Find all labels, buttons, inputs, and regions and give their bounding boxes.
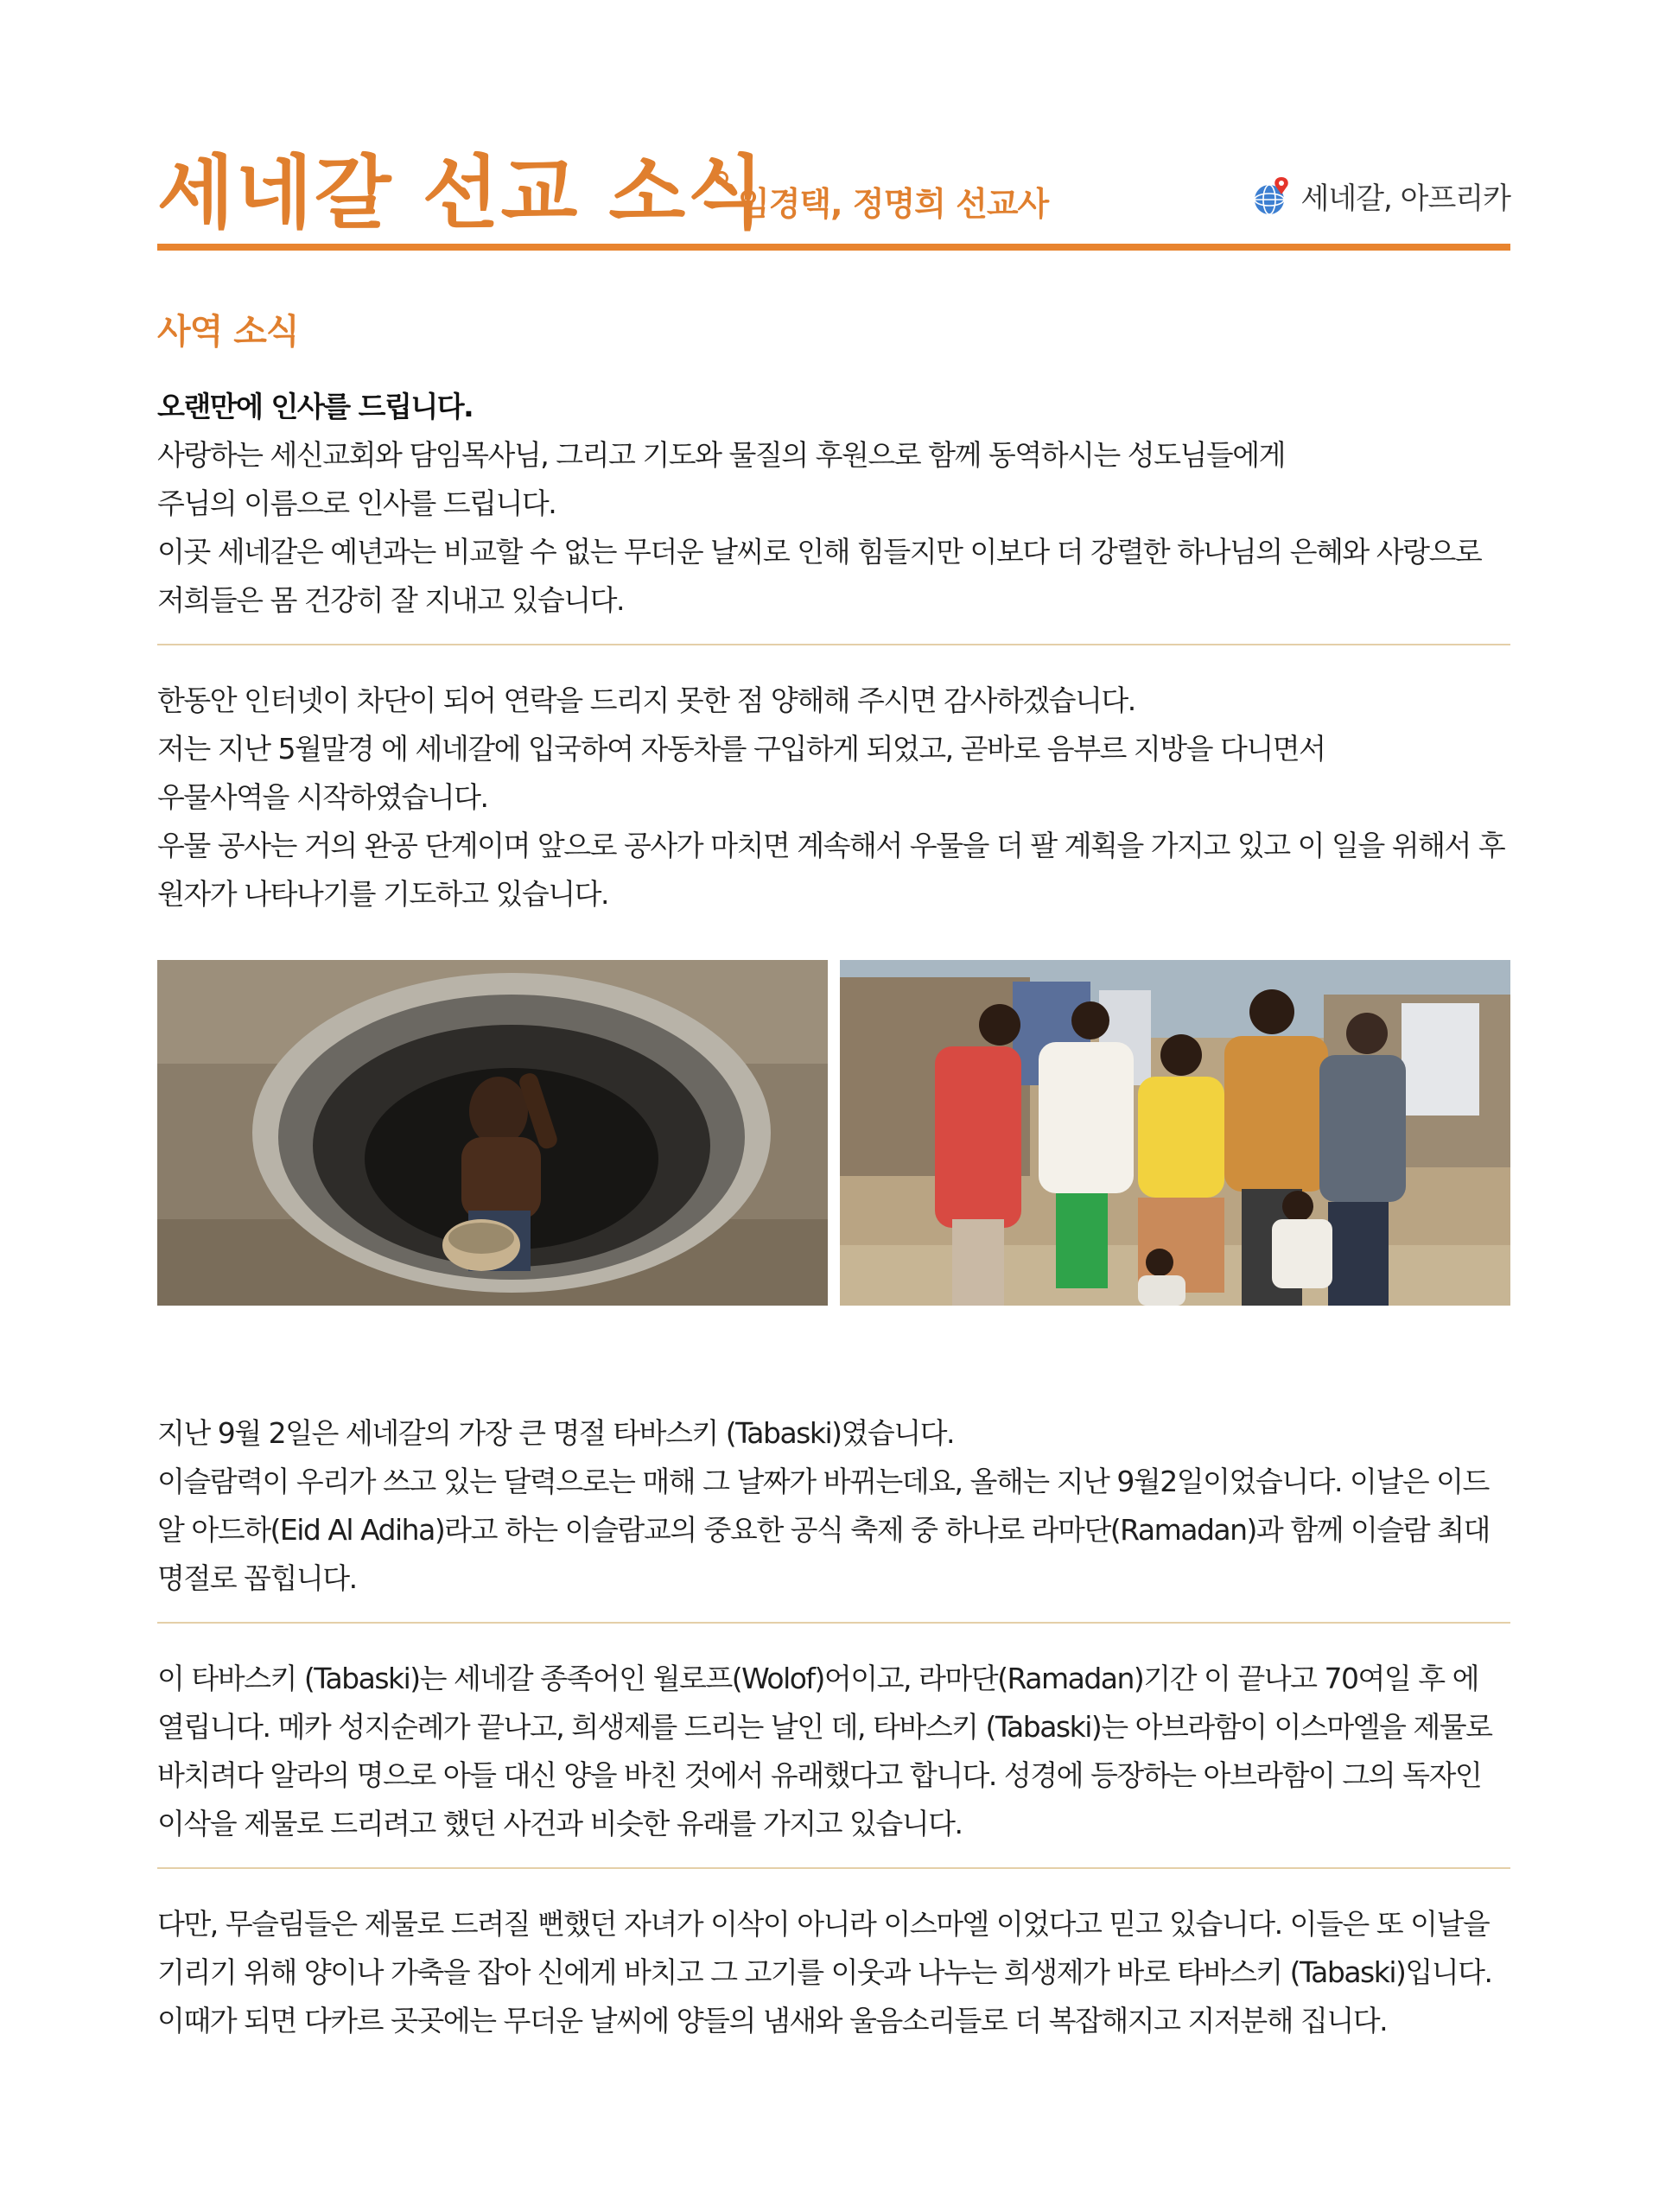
paragraph-line: 이슬람력이 우리가 쓰고 있는 달력으로는 매해 그 날짜가 바뀌는데요, 올해는 지난 9월2일이었습니다. 이날은 이드알 아드하(Eid Al Adiha)라고 하는 이슬람교의 중요한 공식 축제 중 하나로 라마단(Ramadan)과 함께 이슬람 최대 명절로 꼽힙니다. (157, 1465, 1490, 1595)
greeting-block (157, 383, 1510, 625)
well-ministry-block (157, 677, 1510, 918)
section-divider (157, 1867, 1510, 1869)
tabaski-intro-block (157, 1409, 1510, 1603)
paragraph-line: 한동안 인터넷이 차단이 되어 연락을 드리지 못한 점 양해해 주시면 감사하겠습니다. (157, 683, 1135, 717)
paragraph-line: 저는 지난 5월말경 에 세네갈에 입국하여 자동차를 구입하게 되었고, 곧바로 음부르 지방을 다니면서 (157, 732, 1325, 766)
paragraph-line: 사랑하는 세신교회와 담임목사님, 그리고 기도와 물질의 후원으로 함께 동역하시는 성도님들에게 (157, 438, 1286, 472)
section-divider (157, 644, 1510, 645)
page-title: 세네갈 선교 소식 (157, 147, 766, 239)
paragraph-line: 주님의 이름으로 인사를 드립니다. (157, 486, 556, 520)
section-title: 사역 소식 (157, 312, 299, 352)
well-digging-photo (157, 960, 828, 1306)
photo-row (157, 960, 1510, 1306)
paragraph-line: 우물사역을 시작하였습니다. (157, 780, 488, 814)
paragraph-line: 이곳 세네갈은 예년과는 비교할 수 없는 무더운 날씨로 인해 힘들지만 이보다 더 강렬한 하나님의 은혜와 사랑으로 저희들은 몸 건강히 잘 지내고 있습니다. (157, 535, 1482, 617)
section-divider (157, 1622, 1510, 1624)
globe-pin-icon (1250, 175, 1292, 217)
article-body (157, 304, 1510, 2045)
title-bullet-icon (715, 171, 728, 185)
location-text: 세네갈, 아프리카 (1300, 181, 1510, 216)
tabaski-muslim-paragraph: 다만, 무슬림들은 제물로 드려질 뻔했던 자녀가 이삭이 아니라 이스마엘 이었다고 믿고 있습니다. 이들은 또 이날을 기리기 위해 양이나 가축을 잡아 신에게 바치고 그 고기를 이웃과 나누는 희생제가 바로 타바스키 (Tabaski)입니다. 이때가 되면 다카르 곳곳에는 무더운 날씨에 양들의 냄새와 울음소리들로 더 복잡해지고 지저분해 집니다. (157, 1907, 1492, 2037)
paragraph-line: 우물 공사는 거의 완공 단계이며 앞으로 공사가 마치면 계속해서 우물을 더 팔 계획을 가지고 있고 이 일을 위해서 후원자가 나타나기를 기도하고 있습니다. (157, 829, 1505, 911)
community-group-photo (840, 960, 1510, 1306)
missionary-names: 임경택, 정명희 선교사 (738, 185, 1049, 223)
header-divider (157, 244, 1510, 251)
paragraph-line: 지난 9월 2일은 세네갈의 가장 큰 명절 타바스키 (Tabaski)였습니다. (157, 1416, 955, 1450)
page-header (157, 130, 1510, 251)
location-label (1250, 175, 1510, 217)
tabaski-origin-paragraph: 이 타바스키 (Tabaski)는 세네갈 종족어인 월로프(Wolof)어이고, 라마단(Ramadan)기간 이 끝나고 70여일 후 에 열립니다. 메카 성지순례가 끝나고, 희생제를 드리는 날인 데, 타바스키 (Tabaski)는 아브라함이 이스마엘을 제물로 바치려다 알라의 명으로 아들 대신 양을 바친 것에서 유래했다고 합니다. 성경에 등장하는 아브라함이 그의 독자인 이삭을 제물로 드리려고 했던 사건과 비슷한 유래를 가지고 있습니다. (157, 1662, 1492, 1840)
greeting-lead: 오랜만에 인사를 드립니다. (157, 390, 474, 423)
